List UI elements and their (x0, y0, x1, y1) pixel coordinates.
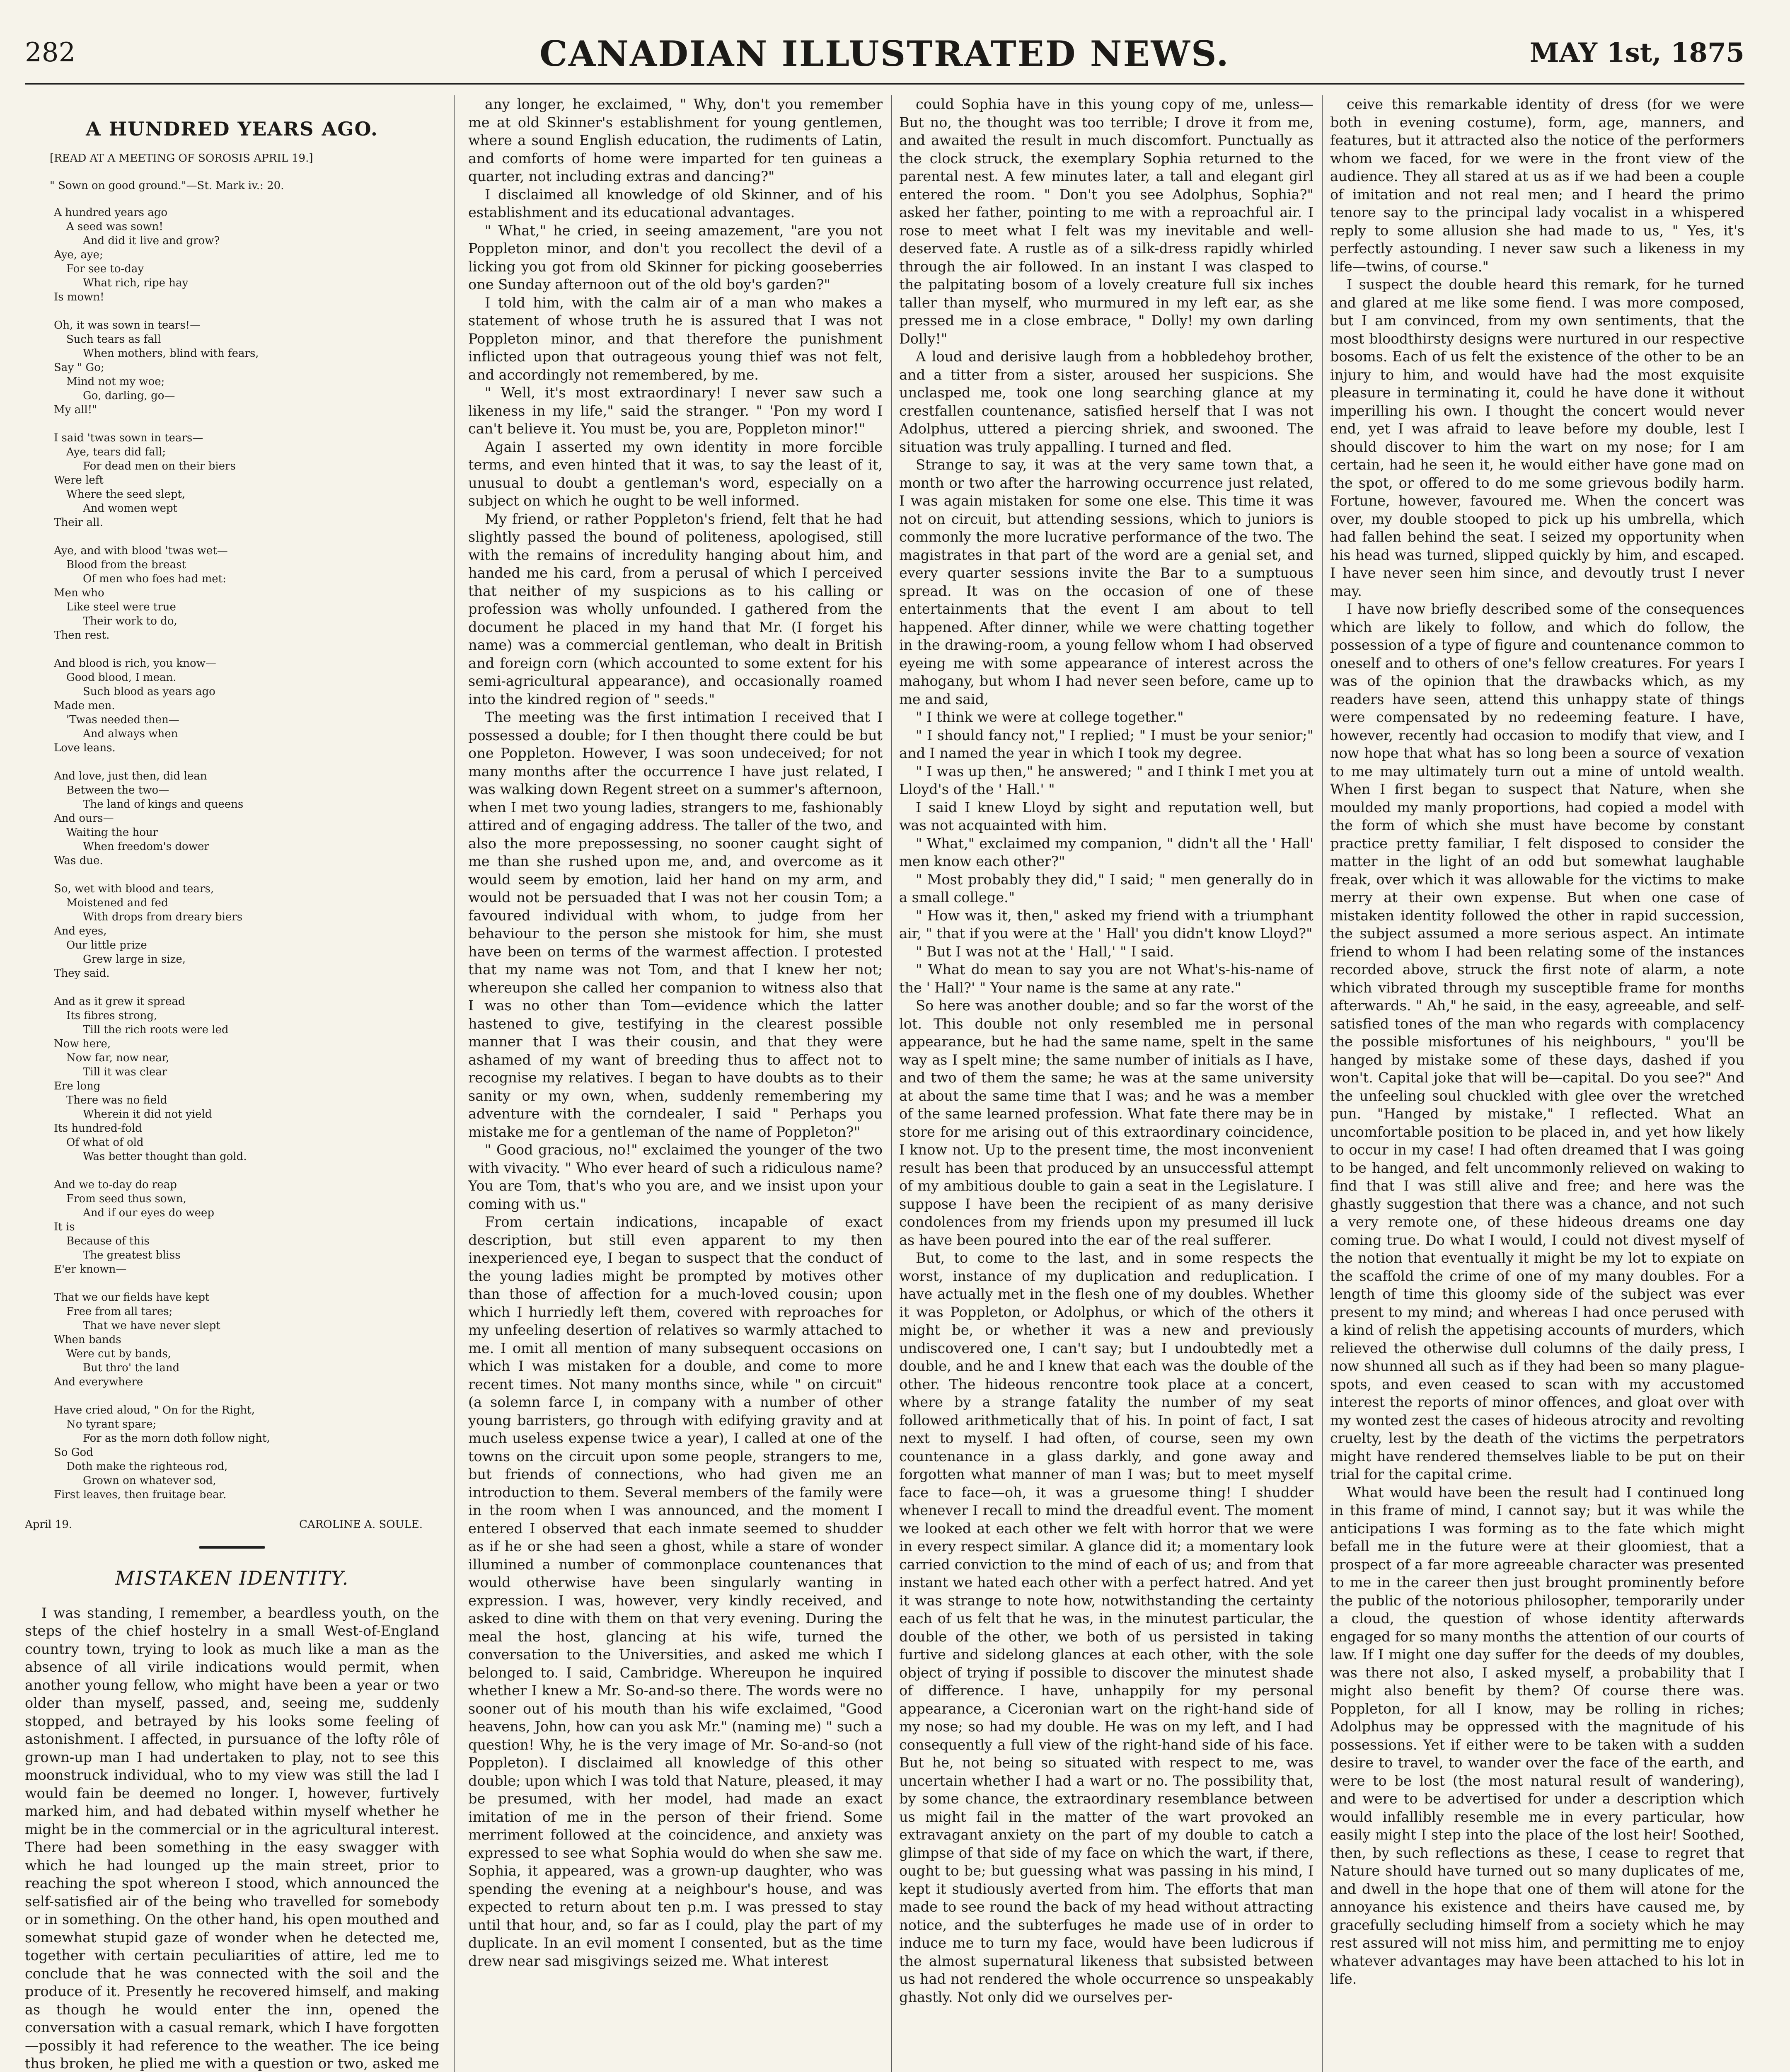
poem-line: There was no field (66, 1094, 167, 1106)
poem-line: With drops from dreary biers (83, 910, 243, 923)
poem-line: They said. (54, 967, 110, 980)
poem-line: Moistened and fed (66, 896, 168, 909)
story-paragraph: I suspect the double heard this remark, for he turned and glared at me like some fiend. I was more composed, but I am convinced, from my own sentiments, that the most bloodthirsty designs were nurtured in our respective bosoms. Each of us felt the existence of the other to be an injury to him, and would have had the most exquisite pleasure in terminating it, could he have done it without imperilling his own. I thought the concert would never end, yet I was afraid to leave before my double, lest I should discover to him the wart on my nose; for I am certain, had he seen it, he would either have gone mad on the spot, or offered to do me some grievous bodily harm. Fortune, however, favoured me. When the concert was over, my double stooped to pick up his umbrella, which had fallen behind the seat. I seized my opportunity when his head was turned, slipped quickly by him, and escaped. I have never seen him since, and devoutly trust I never may. (1330, 276, 1744, 599)
poem-line: Doth make the righteous rod, (66, 1460, 228, 1473)
story-column-1 (25, 1604, 439, 2072)
poem-line: Ere long (54, 1080, 101, 1092)
story-paragraph: " I think we were at college together." (916, 709, 1184, 725)
poem-line: Blood from the breast (66, 558, 186, 571)
story-column-3 (899, 95, 1313, 2072)
poem-line: So, wet with blood and tears, (54, 882, 214, 895)
poem-line: Between the two— (66, 784, 169, 796)
poem-line: For as the morn doth follow night, (83, 1432, 270, 1445)
poem-line: Of what of old (66, 1136, 144, 1149)
masthead (25, 33, 1744, 87)
poem-line: Aye, tears did fall; (66, 445, 166, 458)
poem-line: Was due. (54, 854, 103, 867)
poem-title: A HUNDRED YEARS AGO. (86, 118, 378, 140)
poem-line: And ours— (54, 812, 114, 825)
column-1 (25, 95, 439, 2072)
story-paragraph: " I was up then," he answered; " and I think I met you at Lloyd's of the ' Hall.' " (899, 763, 1313, 797)
poem-line: Their all. (54, 516, 103, 529)
poem-line: Was better thought than gold. (83, 1150, 247, 1163)
poem-line: My all!" (54, 403, 97, 416)
poem-stanza (54, 431, 439, 530)
poem-line: Good blood, I mean. (66, 671, 177, 684)
poem-stanza (54, 544, 439, 642)
poem-line: And we to-day do reap (54, 1178, 177, 1191)
poem-line: Their work to do, (83, 615, 177, 627)
poem-body (25, 206, 439, 1502)
story-title: MISTAKEN IDENTITY. (115, 1567, 349, 1589)
poem-line: Its hundred-fold (54, 1122, 142, 1135)
poem-line: Waiting the hour (66, 826, 158, 839)
poem-stanza (54, 318, 439, 417)
poem-line: No tyrant spare; (66, 1418, 157, 1431)
poem-line: The land of kings and queens (83, 798, 244, 811)
poem-date: April 19. (25, 1518, 73, 1531)
story-paragraph: I was standing, I remember, a beardless youth, on the steps of the chief hostelry in a small West-of-England country town, trying to look as much like a man as the absence of all virile indications would permit, when another young fellow, who might have been a year or two older than myself, passed, and, seeing me, suddenly stopped, and betrayed by his looks some feeling of astonishment. I affected, in pursuance of the lofty rôle of grown-up man I had undertaken to play, not to see this moonstruck individual, who to my view was still the lad I would fain be deemed no longer. I, however, furtively marked him, and had debated within myself whether he might be in the commercial or in the agricultural interest. There had been something in the easy swagger with which he had lounged up the main street, prior to reaching the spot whereon I stood, which announced the self-satisfied air of the being who travelled for somebody or in something. On the other hand, his open mouthed and somewhat stupid gaze of wonder when he detected me, together with certain peculiarities of attire, led me to conclude that he was connected with the soil and the produce of it. Presently he recovered himself, and making as though he would enter the inn, opened the conversation with a casual remark, which I have forgotten—possibly it had reference to the weather. The ice being thus broken, he plied me with a question or two, asked me (25, 1605, 439, 2072)
story-paragraph: " What do mean to say you are not What's-his-name of the ' Hall?' " Your name is the same at any rate." (899, 961, 1313, 996)
poem-stanza (54, 769, 439, 868)
poem-line: For dead men on their biers (83, 460, 236, 472)
poem-stanza (54, 206, 439, 304)
poem-line: And if our eyes do weep (83, 1206, 215, 1219)
poem-stanza (54, 882, 439, 980)
story-paragraph: Strange to say, it was at the very same town that, a month or two after the harrowing occurrence just related, I was again mistaken for some one else. This time it was not on circuit, but attending sessions, which to juniors is commonly the more lucrative performance of the two. The magistrates in that part of the word are a genial set, and every quarter sessions invite the Bar to a sumptuous spread. It was on the occasion of one of these entertainments that the event I am about to tell happened. After dinner, while we were chatting together in the drawing-room, a young fellow whom I had observed eyeing me with some appearance of interest across the mahogany, but whom I had never seen before, came up to me and said, (899, 457, 1313, 707)
poem-line: Made men. (54, 699, 115, 712)
story-paragraph: ceive this remarkable identity of dress (for we were both in evening costume), form, age, manners, and features, but it attracted also the notice of the performers whom we faced, for we were in the front view of the audience. They all stared at us as if we had been a couple of imitation and not real men; and I heard the primo tenore say to the principal lady vocalist in a whispered reply to some allusion she had made to us, " Yes, it's perfectly astounding. I never saw such a likeness in my life—twins, of course." (1330, 96, 1744, 275)
poem-line: Then rest. (54, 629, 110, 641)
poem-line: Say " Go; (54, 361, 104, 374)
story-paragraph: What would have been the result had I continued long in this frame of mind, I cannot say; but it was while the anticipations I was forming as to the fate which might befall me in the future were at their gloomiest, that a prospect of a far more agreeable character was presented to me in the career then just brought prominently before the public of the notorious philosopher, temporarily under a cloud, the question of whose identity afterwards engaged for so many months the attention of our courts of law. If I might one day suffer for the deeds of my doubles, was there not also, I asked myself, a probability that I might also benefit by them? Of course there was. Poppleton, for all I know, may be rolling in riches; Adolphus may be oppressed with the magnitude of his possessions. Yet if either were to be taken with a sudden desire to travel, to wander over the face of the earth, and were to be lost (the most natural result of wandering), and were to be advertised for under a description which would infallibly resemble me in every particular, how easily might I step into the place of the lost heir! Soothed, then, by such reflections as these, I cease to regret that Nature should have turned out so many duplicates of me, and dwell in the hope that one of them will atone for the annoyance his existence and theirs have caused me, by gracefully secluding himself from a society which he may rest assured will not miss him, and permitting me to enjoy whatever advantages may have been attached to his lot in life. (1330, 1484, 1744, 1987)
poem-line: And as it grew it spread (54, 995, 185, 1008)
poem-line: Till the rich roots were led (83, 1023, 229, 1036)
story-paragraph: " What," exclaimed my companion, " didn't all the ' Hall' men know each other?" (899, 835, 1313, 869)
poem-stanza (54, 995, 439, 1164)
poem-author: CAROLINE A. SOULE. (299, 1518, 423, 1531)
poem-line: And always when (83, 727, 178, 740)
poem-line: Because of this (66, 1234, 150, 1247)
poem-line: That we our fields have kept (54, 1291, 210, 1304)
story-paragraph: any longer, he exclaimed, " Why, don't you remember me at old Skinner's establishment for young gentlemen, where a sound English education, the rudiments of Latin, and comforts of home were imparted for ten guineas a quarter, not including extras and dancing?" (468, 96, 883, 184)
story-paragraph: My friend, or rather Poppleton's friend, felt that he had slightly passed the bound of politeness, apologised, still with the remains of incredulity hanging about him, and handed me his card, from a perusal of which I perceived that neither of my suspicions as to his calling or profession was wholly unfounded. I gathered from the document he placed in my hand that Mr. (I forget his name) was a commercial gentleman, who dealt in British and foreign corn (which accounted to some extent for his semi-agricultural appearance), and occasionally roamed into the kindred region of " seeds." (468, 511, 883, 707)
poem-line: Have cried aloud, " On for the Right, (54, 1404, 255, 1416)
poem-line: Men who (54, 586, 104, 599)
poem-stanza (54, 656, 439, 755)
poem-line: A seed was sown! (66, 220, 163, 233)
story-paragraph: A loud and derisive laugh from a hobbledehoy brother, and a titter from a sister, aroused her suspicions. She unclasped me, took one long searching glance at my crestfallen countenance, satisfied herself that I was not Adolphus, uttered a piercing shriek, and swooned. The situation was truly appalling. I turned and fled. (899, 349, 1313, 455)
poem-line: What rich, ripe hay (83, 276, 189, 289)
poem-stanza (54, 1290, 439, 1389)
story-paragraph: But, to come to the last, and in some respects the worst, instance of my duplication and reduplication. I have actually met in the flesh one of my doubles. Whether it was Poppleton, or Adolphus, or which of the others it might be, or whether it was a new and previously undiscovered one, I can't say; but I undoubtedly met a double, and he and I knew that each was the double of the other. The hideous rencontre took place at a concert, where by a strange fatality the number of my seat followed arithmetically that of his. In point of fact, I sat next to myself. I had often, of course, seen my own countenance in a glass darkly, and gone away and forgotten what manner of man I was; but to meet myself face to face—oh, it was a gruesome thing! I shudder whenever I recall to mind the dreadful event. The moment we looked at each other we felt with horror that we were in every respect similar. A glance did it; a momentary look carried conviction to the mind of each of us; and from that instant we hated each other with a perfect hatred. And yet it was strange to note how, notwithstanding the certainty each of us felt that he was, in the minutest particular, the double of the other, we both of us persisted in taking furtive and sidelong glances at each other, with the sole object of trying if possible to discover the minutest shade of difference. I have, unhappily for my personal appearance, a Ciceronian wart on the right-hand side of my nose; so had my double. He was on my left, and I had consequently a full view of the right-hand side of his face. But he, not being so situated with respect to me, was uncertain whether I had a wart or no. The possibility that, by some chance, the extraordinary resemblance between us might fail in the matter of the wart provoked an extravagant anxiety on the part of my double to catch a glimpse of that side of my face on which the wart, if there, ought to be; but guessing what was passing in his mind, I kept it studiously averted from him. The efforts that man made to see round the back of my head without attracting notice, and the subterfuges he made use of in order to induce me to turn my face, would have been ludicrous if the almost supernatural likeness that subsisted between us had not rendered the whole occurrence so unspeakably ghastly. Not only did we ourselves per- (899, 1250, 1313, 2005)
poem-line: That we have never slept (83, 1319, 220, 1332)
poem-line: And love, just then, did lean (54, 770, 207, 782)
poem-line: Go, darling, go— (83, 389, 175, 402)
story-paragraph: From certain indications, incapable of exact description, but still even apparent to my then inexperienced eye, I began to suspect that the conduct of the young ladies might be prompted by motives other than those of affection for a much-loved cousin; upon which I hurriedly left them, covered with reproaches for my unfeeling desertion of relatives so warmly attached to me. I omit all mention of many subsequent occasions on which I was mistaken for a double, and come to more recent times. Not many months since, while " on circuit" (a solemn farce I, in company with a number of other young barristers, go through with edifying gravity and at much useless expense twice a year), I called at one of the towns on the circuit upon some people, strangers to me, but friends of connections, who had given me an introduction to them. Several members of the family were in the room when I was announced, and the moment I entered I observed that each inmate seemed to shudder as if he or she had seen a ghost, while a stare of wonder illumined a number of commonplace countenances that would otherwise have been singularly wanting in expression. I was, however, very kindly received, and asked to dine with them on that very evening. During the meal the host, glancing at his wife, turned the conversation to the Universities, and asked me which I belonged to. I said, Cambridge. Whereupon he inquired whether I knew a Mr. So-and-so there. The words were no sooner out of his mouth than his wife exclaimed, "Good heavens, John, how can you ask Mr." (naming me) " such a question! Why, he is the very image of Mr. So-and-so (not Poppleton). I disclaimed all knowledge of this other double; upon which I was told that Nature, pleased, it may be presumed, with her model, had made an exact imitation of me in the person of their friend. Some merriment followed at the coincidence, and anxiety was expressed to see what Sophia would do when she saw me. Sophia, it appeared, was a grown-up daughter, who was spending the evening at a neighbour's house, and was expected to return about ten p.m. I was pressed to stay until that hour, and, so far as I could, play the part of my duplicate. In an evil moment I consented, but as the time drew near sad misgivings seized me. What interest (468, 1214, 883, 1969)
poem-line: Such blood as years ago (83, 685, 215, 698)
story-paragraph: I have now briefly described some of the consequences which are likely to follow, and which do follow, the possession of a type of figure and countenance common to oneself and to others of one's fellow creatures. For years I was of the opinion that the drawbacks which, as my readers have seen, attend this unhappy state of things were compensated by no redeeming feature. I have, however, recently had occasion to modify that view, and I now hope that what has so long been a source of vexation to me may ultimately turn out a mine of untold wealth. When I first began to suspect that Nature, when she moulded my manly proportions, had copied a model with the form of which she must have become by constant practice pretty familiar, I felt disposed to consider the matter in the light of an odd but somewhat laughable freak, over which it was allowable for the victims to make merry at their own expense. But when one case of mistaken identity followed the other in rapid succession, the subject assumed a more serious aspect. An intimate friend to whom I had been relating some of the instances recorded above, struck the first note of alarm, a note which vibrated through my susceptible frame for months afterwards. " Ah," he said, in the easy, agreeable, and self-satisfied tones of the man who regards with complacency the possible misfortunes of his neighbours, " you'll be hanged by mistake some of these days, dashed if you won't. Capital joke that will be—capital. Do you see?" And the unfeeling soul chuckled with glee over the wretched pun. "Hanged by mistake," I reflected. What an uncomfortable position to be placed in, and yet how likely to occur in my case! I had often dreamed that I was going to be hanged, and felt uncommonly relieved on waking to find that I was still alive and free; and here was the ghastly suggestion that there was a chance, and not such a very remote one, of these hideous dreams one day coming true. Do what I would, I could not divest myself of the notion that eventually it might be my lot to expiate on the scaffold the crime of one of my many doubles. For a length of time this gloomy side of the subject was ever present to my mind; and whereas I had once perused with a kind of relish the appetising accounts of murders, which relieved the otherwise dull columns of the daily press, I now shunned all such as if they had been so many plague-spots, and even ceased to scan with my accustomed interest the reports of minor offences, and gloat over with my wonted zest the cases of hideous atrocity and revolting cruelty, lest by the death of the victims the perpetrators might have rendered themselves liable to be put on their trial for the capital crime. (1330, 601, 1744, 1482)
poem-line: And did it live and grow? (83, 234, 220, 247)
story-paragraph: " I should fancy not," I replied; " I must be your senior;" and I named the year in which I took my degree. (899, 727, 1313, 761)
poem-line: Now far, now near, (66, 1051, 169, 1064)
story-paragraph: " Good gracious, no!" exclaimed the younger of the two with vivacity. " Who ever heard of such a ridiculous name? You are Tom, that's who you are, and we insist upon your coming with us." (468, 1142, 883, 1212)
poem-line: Of men who foes had met: (83, 572, 226, 585)
story-paragraph: could Sophia have in this young copy of me, unless— But no, the thought was too terrible; I drove it from me, and awaited the result in much discomfort. Punctually as the clock struck, the exemplary Sophia returned to the parental nest. A few minutes later, a tall and elegant girl entered the room. " Don't you see Adolphus, Sophia?" asked her father, pointing to me with a reproachful air. I rose to meet what I felt was my inevitable and well-deserved fate. A rustle as of a silk-dress rapidly whirled through the air followed. In an instant I was clasped to the palpitating bosom of a lovely creature full six inches taller than myself, who murmured in my left ear, as she pressed me in a close embrace, " Dolly! my own darling Dolly!" (899, 96, 1313, 347)
poem-line: So God (54, 1446, 93, 1459)
story-paragraph: " What," he cried, in seeing amazement, "are you not Poppleton minor, and don't you recollect the devil of a licking you got from old Skinner for picking gooseberries one Sunday afternoon out of the old boy's garden?" (468, 222, 883, 293)
poem-line: I said 'twas sown in tears— (54, 431, 203, 444)
story-paragraph: " But I was not at the ' Hall,' " I said. (916, 943, 1174, 960)
story-paragraph: The meeting was the first intimation I received that I possessed a double; for I then thought there could be but one Poppleton. However, I was soon undeceived; for not many months after the occurrence I have just related, I was walking down Regent street on a summer's afternoon, when I met two young ladies, strangers to me, fashionably attired and of engaging address. The taller of the two, and also the more prepossessing, no sooner caught sight of me than she rushed upon me, and, and overcome as it would seem by emotion, laid her hand on my arm, and would not be persuaded that I was not her cousin Tom; a favoured individual with whom, to judge from her behaviour to the person she mistook for him, she must have been on terms of the warmest affection. I protested that my name was not Tom, and that I knew her not; whereupon she called her companion to witness also that I was no other than Tom—evidence which the latter hastened to give, testifying in the clearest possible manner that I was their cousin, and that they were ashamed of my want of breeding thus to affect not to recognise my relatives. I began to have doubts as to their sanity or my own, when, suddenly remembering my adventure with the corndealer, I said " Perhaps you mistake me for a gentleman of the name of Poppleton?" (468, 709, 883, 1140)
poem-line: And women wept (83, 502, 178, 515)
issue-date: MAY 1st, 1875 (1529, 37, 1744, 68)
poem-line: A hundred years ago (54, 206, 168, 219)
poem-line: Grew large in size, (83, 953, 186, 966)
poem-line: When freedom's dower (83, 840, 209, 853)
poem-line: Were cut by bands, (66, 1347, 171, 1360)
column-divider (891, 95, 892, 2072)
column-divider (1322, 95, 1323, 2072)
poem-line: Is mown! (54, 290, 104, 303)
poem-line: Now here, (54, 1037, 111, 1050)
story-column-2 (468, 95, 883, 2072)
poem-line: Wherein it did not yield (83, 1108, 212, 1121)
story-paragraph: I disclaimed all knowledge of old Skinner, and of his establishment and its educational advantages. (468, 186, 883, 220)
poem-line: Grown on whatever sod, (83, 1474, 216, 1487)
poem-line: Mind not my woe; (66, 375, 165, 388)
story-column-4 (1330, 95, 1744, 2072)
poem-line: 'Twas needed then— (66, 713, 179, 726)
poem-line: But thro' the land (83, 1361, 180, 1374)
poem-line: And blood is rich, you know— (54, 657, 216, 670)
page-number: 282 (25, 37, 76, 68)
poem-subtitle: [READ AT A MEETING OF SOROSIS APRIL 19.] (50, 152, 313, 165)
poem-line: The greatest bliss (83, 1249, 181, 1261)
poem-line: Where the seed slept, (66, 488, 186, 501)
story-paragraph: I told him, with the calm air of a man who makes a statement of whose truth he is assured that I was not Poppleton minor, and that therefore the punishment inflicted upon that outrageous young thief was not felt, and accordingly not remembered, by me. (468, 294, 883, 383)
poem-line: Till it was clear (83, 1065, 167, 1078)
poem-line: When bands (54, 1333, 121, 1346)
poem-line: For see to-day (66, 262, 144, 275)
poem-line: Our little prize (66, 939, 147, 951)
poem-line: Love leans. (54, 741, 116, 754)
poem-line: Like steel were true (66, 600, 176, 613)
poem-line: Its fibres strong, (66, 1009, 157, 1022)
poem-signature (25, 1516, 423, 1534)
story-paragraph: Again I asserted my own identity in more forcible terms, and even hinted that it was, to say the least of it, unusual to doubt a gentleman's word, especially on a subject on which he ought to be well informed. (468, 438, 883, 509)
header-rule (25, 83, 1744, 85)
poem-line: Such tears as fall (66, 333, 161, 346)
poem-line: Oh, it was sown in tears!— (54, 319, 201, 332)
story-paragraph: " Most probably they did," I said; " men generally do in a small college." (899, 871, 1313, 905)
newspaper-title: CANADIAN ILLUSTRATED NEWS. (539, 33, 1230, 74)
poem-line: Free from all tares; (66, 1305, 173, 1318)
section-separator (199, 1546, 265, 1549)
story-paragraph: " How was it, then," asked my friend with a triumphant air, " that if you were at the ' Hall' you didn't know Lloyd?" (899, 907, 1313, 942)
poem-line: It is (54, 1220, 75, 1233)
poem-stanza (54, 1403, 439, 1502)
poem-line: From seed thus sown, (66, 1192, 186, 1205)
poem-epigraph: " Sown on good ground."—St. Mark iv.: 20. (50, 179, 284, 192)
story-paragraph: I said I knew Lloyd by sight and reputation well, but was not acquainted with him. (899, 799, 1313, 833)
poem-line: E'er known— (54, 1263, 127, 1276)
poem-stanza (54, 1178, 439, 1276)
story-paragraph: So here was another double; and so far the worst of the lot. This double not only resembled me in personal appearance, but he had the same name, spelt in the same way as I spelt mine; the same number of initials as I have, and two of them the same; he was at the same university at about the same time that I was; and he was a member of the same learned profession. What fate there may be in store for me arising out of this extraordinary coincidence, I know not. Up to the present time, the most inconvenient result has been that produced by an unsuccessful attempt of my ambitious double to gain a seat in the Legislature. I suppose I have been the recipient of as many derisive condolences from my friends upon my presumed ill luck as have been poured into the ear of the real sufferer. (899, 997, 1313, 1248)
poem-line: And eyes, (54, 925, 107, 937)
poem-line: When mothers, blind with fears, (83, 347, 259, 360)
poem-line: Aye, and with blood 'twas wet— (54, 544, 228, 557)
poem-line: And everywhere (54, 1375, 143, 1388)
story-paragraph: " Well, it's most extraordinary! I never saw such a likeness in my life," said the stranger. " 'Pon my word I can't believe it. You must be, you are, Poppleton minor!" (468, 385, 883, 437)
poem-line: Were left (54, 474, 104, 487)
poem-line: First leaves, then fruitage bear. (54, 1488, 227, 1501)
column-divider (454, 95, 455, 2072)
poem-line: Aye, aye; (54, 248, 103, 261)
